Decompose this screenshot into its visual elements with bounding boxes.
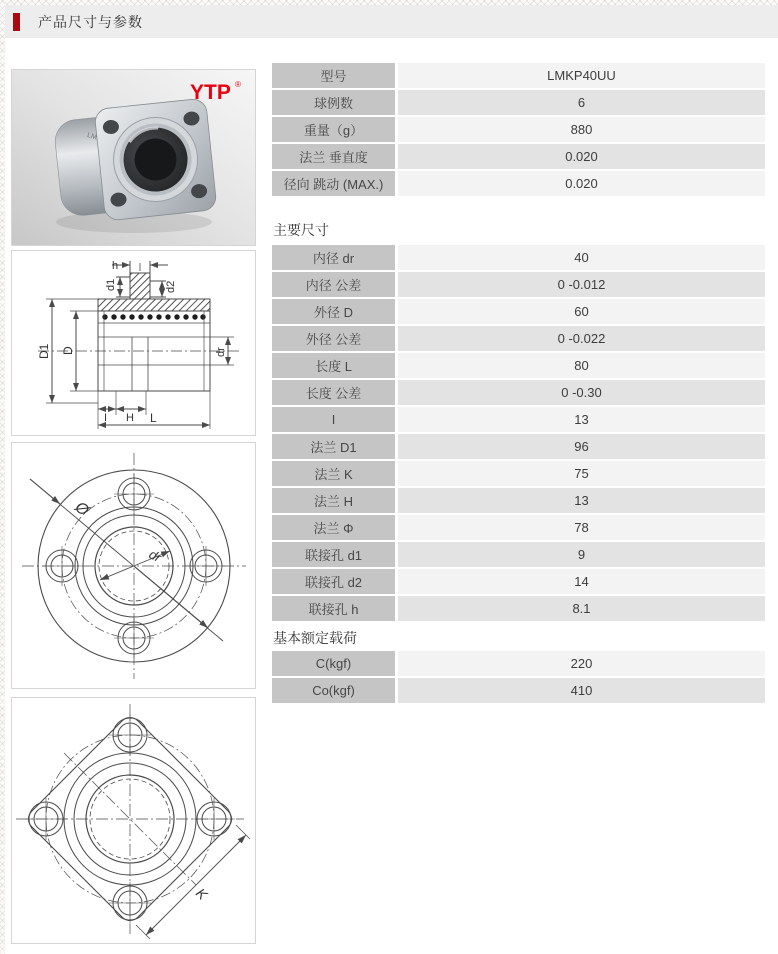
spec-row-label: 径向 跳动 (MAX.) <box>272 171 395 196</box>
dim-label-d2: d2 <box>165 280 177 293</box>
spec-row <box>272 542 765 567</box>
product-photo <box>11 69 256 246</box>
spec-row <box>272 245 765 270</box>
spec-row <box>272 299 765 324</box>
dim-label-I: I <box>104 412 108 424</box>
bearing-engraving: LMKP <box>86 131 107 145</box>
dim-label-diameter: Ø <box>71 498 92 520</box>
spec-row-value: 14 <box>398 569 765 594</box>
spec-row-value: 80 <box>398 353 765 378</box>
spec-row-value: 0.020 <box>398 144 765 169</box>
spec-table <box>272 63 765 705</box>
spec-row-value: 410 <box>398 678 765 703</box>
spec-row-value: 75 <box>398 461 765 486</box>
dim-label-D: D <box>61 346 75 355</box>
spec-row-value: 13 <box>398 407 765 432</box>
spec-row-label: 型号 <box>272 63 395 88</box>
spec-row <box>272 171 765 196</box>
spec-row-value: 0 -0.022 <box>398 326 765 351</box>
page-background-pattern-left <box>0 0 5 954</box>
spec-row-value: 220 <box>398 651 765 676</box>
spec-row <box>272 353 765 378</box>
spec-row <box>272 651 765 676</box>
spec-row-value: 0 -0.30 <box>398 380 765 405</box>
spec-row-label: 法兰 Φ <box>272 515 395 540</box>
spec-row-value: 13 <box>398 488 765 513</box>
spec-row <box>272 90 765 115</box>
spec-row-value: 8.1 <box>398 596 765 621</box>
spec-row-label: 长度 L <box>272 353 395 378</box>
spec-row-label: 联接孔 h <box>272 596 395 621</box>
spec-row-value: 9 <box>398 542 765 567</box>
dim-label-H: H <box>126 412 134 424</box>
spec-row-label: 外径 公差 <box>272 326 395 351</box>
spec-row-label: 内径 公差 <box>272 272 395 297</box>
spec-row-value: 6 <box>398 90 765 115</box>
spec-row-value: 40 <box>398 245 765 270</box>
spec-row-label: 长度 公差 <box>272 380 395 405</box>
spec-row <box>272 569 765 594</box>
spec-row <box>272 272 765 297</box>
square-flange-drawing <box>11 697 256 944</box>
brand-logo: YTP <box>190 81 231 104</box>
spec-row-label: 外径 D <box>272 299 395 324</box>
spec-row <box>272 380 765 405</box>
spec-group-basic <box>272 63 765 196</box>
spec-row-label: 法兰 D1 <box>272 434 395 459</box>
product-images-column <box>11 69 256 944</box>
section-heading-load: 基本额定载荷 <box>273 630 357 646</box>
spec-row-value: 96 <box>398 434 765 459</box>
spec-row-value: 60 <box>398 299 765 324</box>
spec-row <box>272 488 765 513</box>
section-view-svg <box>12 251 255 435</box>
dim-label-D1: D1 <box>37 343 51 359</box>
spec-row <box>272 515 765 540</box>
spec-row <box>272 144 765 169</box>
spec-row-label: 球例数 <box>272 90 395 115</box>
spec-row-label: Co(kgf) <box>272 678 395 703</box>
section-view-drawing <box>11 250 256 436</box>
spec-group-load <box>272 651 765 703</box>
spec-row <box>272 434 765 459</box>
dim-label-L: L <box>150 411 157 425</box>
spec-row <box>272 596 765 621</box>
spec-row-value: 880 <box>398 117 765 142</box>
spec-row-label: 联接孔 d2 <box>272 569 395 594</box>
spec-group-dimensions <box>272 245 765 621</box>
bearing-photo-illustration <box>12 70 255 245</box>
section-header-bar <box>5 5 778 38</box>
spec-row <box>272 461 765 486</box>
spec-row-label: 联接孔 d1 <box>272 542 395 567</box>
spec-row <box>272 63 765 88</box>
dim-label-K: K <box>192 884 211 903</box>
spec-row-label: 重量（g） <box>272 117 395 142</box>
spec-row-label: 内径 dr <box>272 245 395 270</box>
spec-row <box>272 326 765 351</box>
dim-label-d1: d1 <box>105 278 117 291</box>
round-flange-svg <box>12 443 255 688</box>
spec-row-value: 0 -0.012 <box>398 272 765 297</box>
spec-row-value: 0.020 <box>398 171 765 196</box>
spec-row-label: 法兰 K <box>272 461 395 486</box>
dim-label-h: h <box>112 260 119 272</box>
section-heading-dimensions: 主要尺寸 <box>273 222 329 238</box>
spec-row <box>272 678 765 703</box>
spec-row-label: 法兰 垂直度 <box>272 144 395 169</box>
square-flange-svg <box>12 698 255 943</box>
spec-row-label: C(kgf) <box>272 651 395 676</box>
spec-row-value: 78 <box>398 515 765 540</box>
round-flange-drawing <box>11 442 256 689</box>
dim-label-dr: dr <box>146 546 164 566</box>
red-accent-bar <box>13 13 20 31</box>
spec-row-label: I <box>272 407 395 432</box>
spec-row <box>272 117 765 142</box>
page-title: 产品尺寸与参数 <box>38 13 143 30</box>
spec-row-value: LMKP40UU <box>398 63 765 88</box>
brand-registered-mark: ® <box>235 80 241 89</box>
dim-label-dr: dr <box>215 347 227 357</box>
spec-row <box>272 407 765 432</box>
spec-row-label: 法兰 H <box>272 488 395 513</box>
